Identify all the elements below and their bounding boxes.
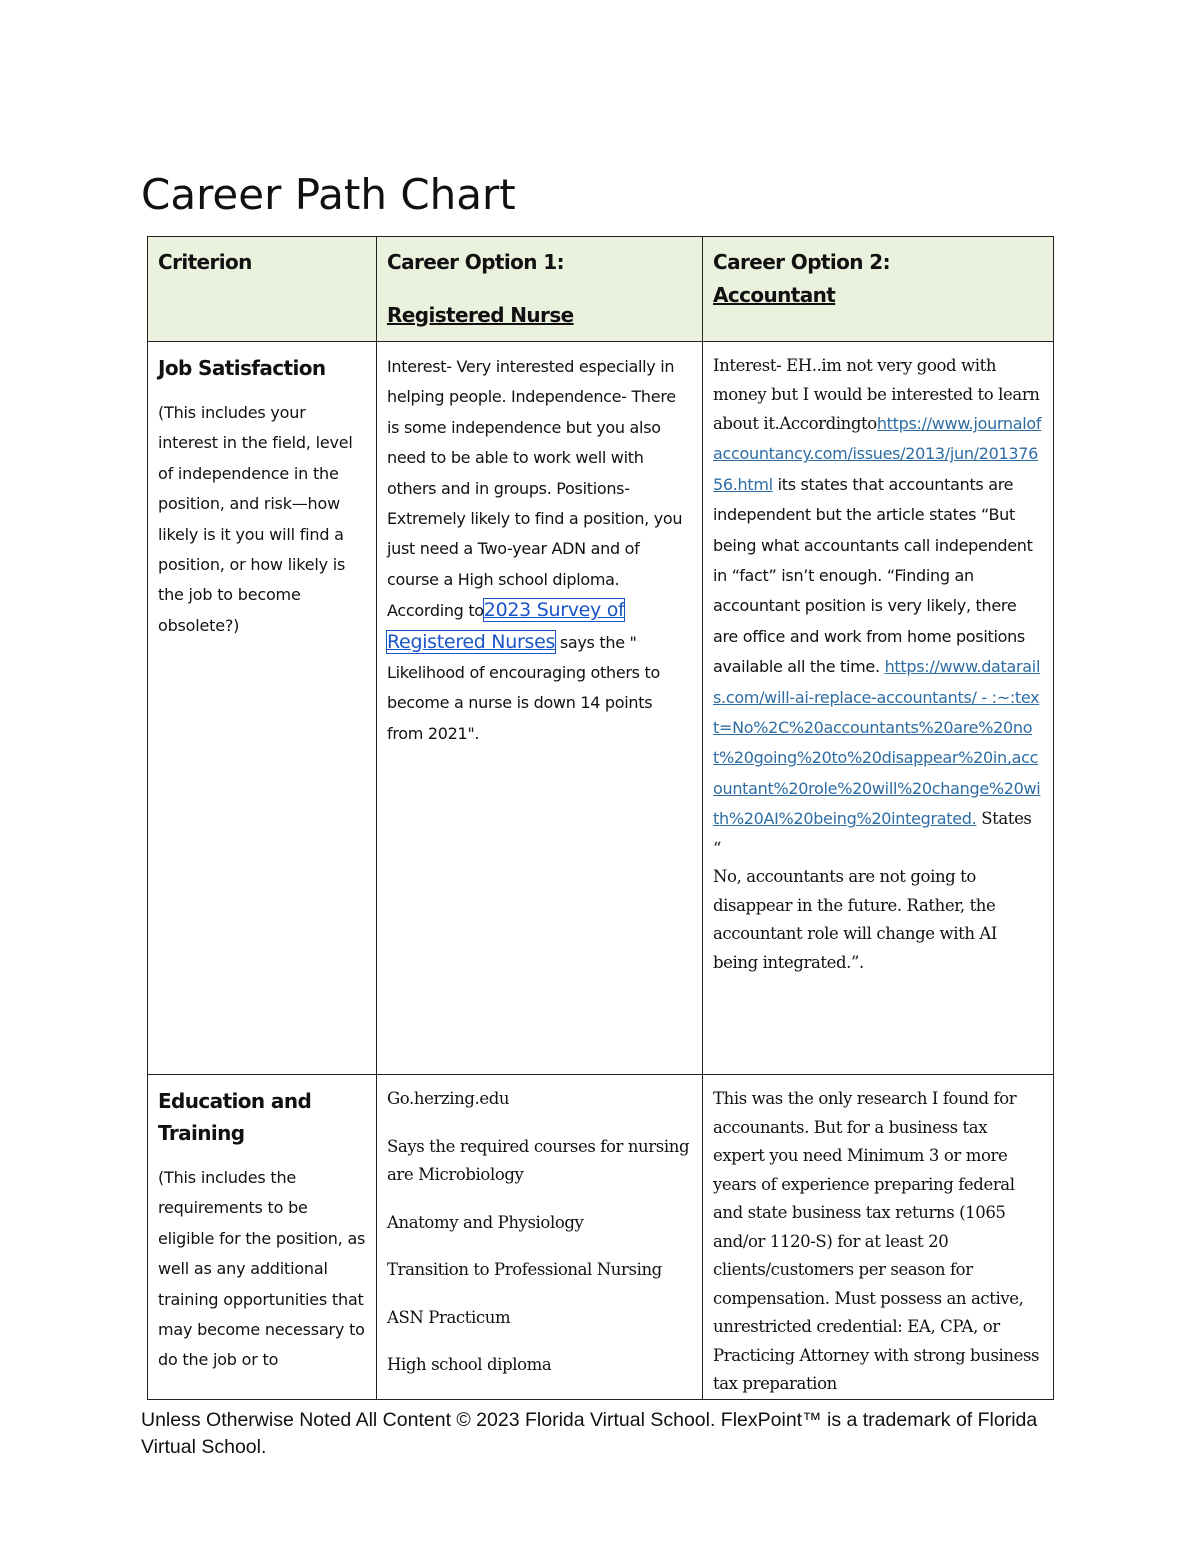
list-item: Anatomy and Physiology bbox=[387, 1212, 584, 1232]
list-item: Go.herzing.edu bbox=[387, 1089, 510, 1108]
page-title: Career Path Chart bbox=[141, 170, 516, 219]
datarails-link[interactable]: https://www.datarails.com/will-ai-replace-accountants/ - :~:text=No%2C%20accountants%20are%20not%20going%20to%20disappear%20in,accountant%20role%20will%20change%20with%20AI%20being%20integrated. bbox=[713, 657, 1041, 829]
table-row-job-satisfaction bbox=[148, 342, 1054, 1075]
list-item: ASN Practicum bbox=[387, 1307, 511, 1327]
header-option1-label: Career Option 1: bbox=[387, 250, 564, 274]
option2-states: States “ bbox=[713, 809, 1032, 858]
option2-education-text: This was the only research I found for accounants. But for a business tax expert you need Minimum 3 or more years of experience preparing federal and state business tax returns (1065 and/or 1120-S) for at least 20 clients/customers per season for compensation. Must possess an active, unrestricted credential: EA, CPA, or Practicing Attorney with strong business tax preparation bbox=[713, 1089, 1040, 1393]
header-option2-cell bbox=[703, 237, 1054, 342]
criterion-job-satisfaction bbox=[148, 342, 377, 1075]
header-criterion-cell bbox=[148, 237, 377, 342]
option2-job-satisfaction bbox=[703, 342, 1054, 1075]
criterion-description: (This includes the requirements to be eligible for the position, as well as any additional training opportunities that may become necessary to do the job or to bbox=[158, 1168, 366, 1370]
option1-education bbox=[377, 1075, 703, 1400]
header-option2-value: Accountant bbox=[713, 283, 836, 307]
table-header-row bbox=[148, 237, 1054, 342]
option2-text-cont: its states that accountants are independent but the article states “But being what accountants call independent in “fact” isn’t enough. “Finding an accountant position is very likely, there are office and work from home positions available all the time. bbox=[713, 474, 1033, 677]
criterion-education bbox=[148, 1075, 377, 1400]
criterion-description: (This includes your interest in the field, level of independence in the position, and risk—how likely is it you will find a position, or how likely is the job to become obsolete?) bbox=[158, 403, 353, 635]
list-item: Transition to Professional Nursing bbox=[387, 1260, 662, 1279]
criterion-title: Education and Training bbox=[158, 1089, 312, 1145]
option2-text: Interest- EH..im not very good with money but I would be interested to learn about it.Accordingto bbox=[713, 356, 1040, 433]
header-option1-value: Registered Nurse bbox=[387, 303, 574, 327]
footer-copyright: Unless Otherwise Noted All Content © 2023 Florida Virtual School. FlexPoint™ is a trademark of Florida Virtual School. bbox=[141, 1409, 1038, 1458]
journal-link[interactable]: https://www.journalofaccountancy.com/issues/2013/jun/20137656.html bbox=[713, 414, 1042, 494]
survey-link[interactable]: 2023 Survey of Registered Nurses bbox=[387, 599, 625, 653]
option1-job-satisfaction bbox=[377, 342, 703, 1075]
option1-text-cont: says the " Likelihood of encouraging others to become a nurse is down 14 points from 2021". bbox=[387, 632, 660, 743]
career-path-table bbox=[147, 236, 1054, 1400]
option1-text: Interest- Very interested especially in helping people. Independence- There is some independence but you also need to be able to work well with others and in groups. Positions- Extremely likely to find a position, you just need a Two-year ADN and of course a High school diploma. According to bbox=[387, 357, 683, 621]
header-criterion: Criterion bbox=[158, 250, 252, 274]
table-row-education bbox=[148, 1075, 1054, 1400]
header-option1-cell bbox=[377, 237, 703, 342]
list-item: Says the required courses for nursing are Microbiology bbox=[387, 1136, 690, 1184]
option2-quote: No, accountants are not going to disappear in the future. Rather, the accountant role will change with AI being integrated.”. bbox=[713, 867, 998, 972]
header-option2-label: Career Option 2: bbox=[713, 250, 890, 274]
criterion-title: Job Satisfaction bbox=[158, 356, 326, 380]
list-item: High school diploma bbox=[387, 1355, 552, 1374]
option2-education bbox=[703, 1075, 1054, 1400]
